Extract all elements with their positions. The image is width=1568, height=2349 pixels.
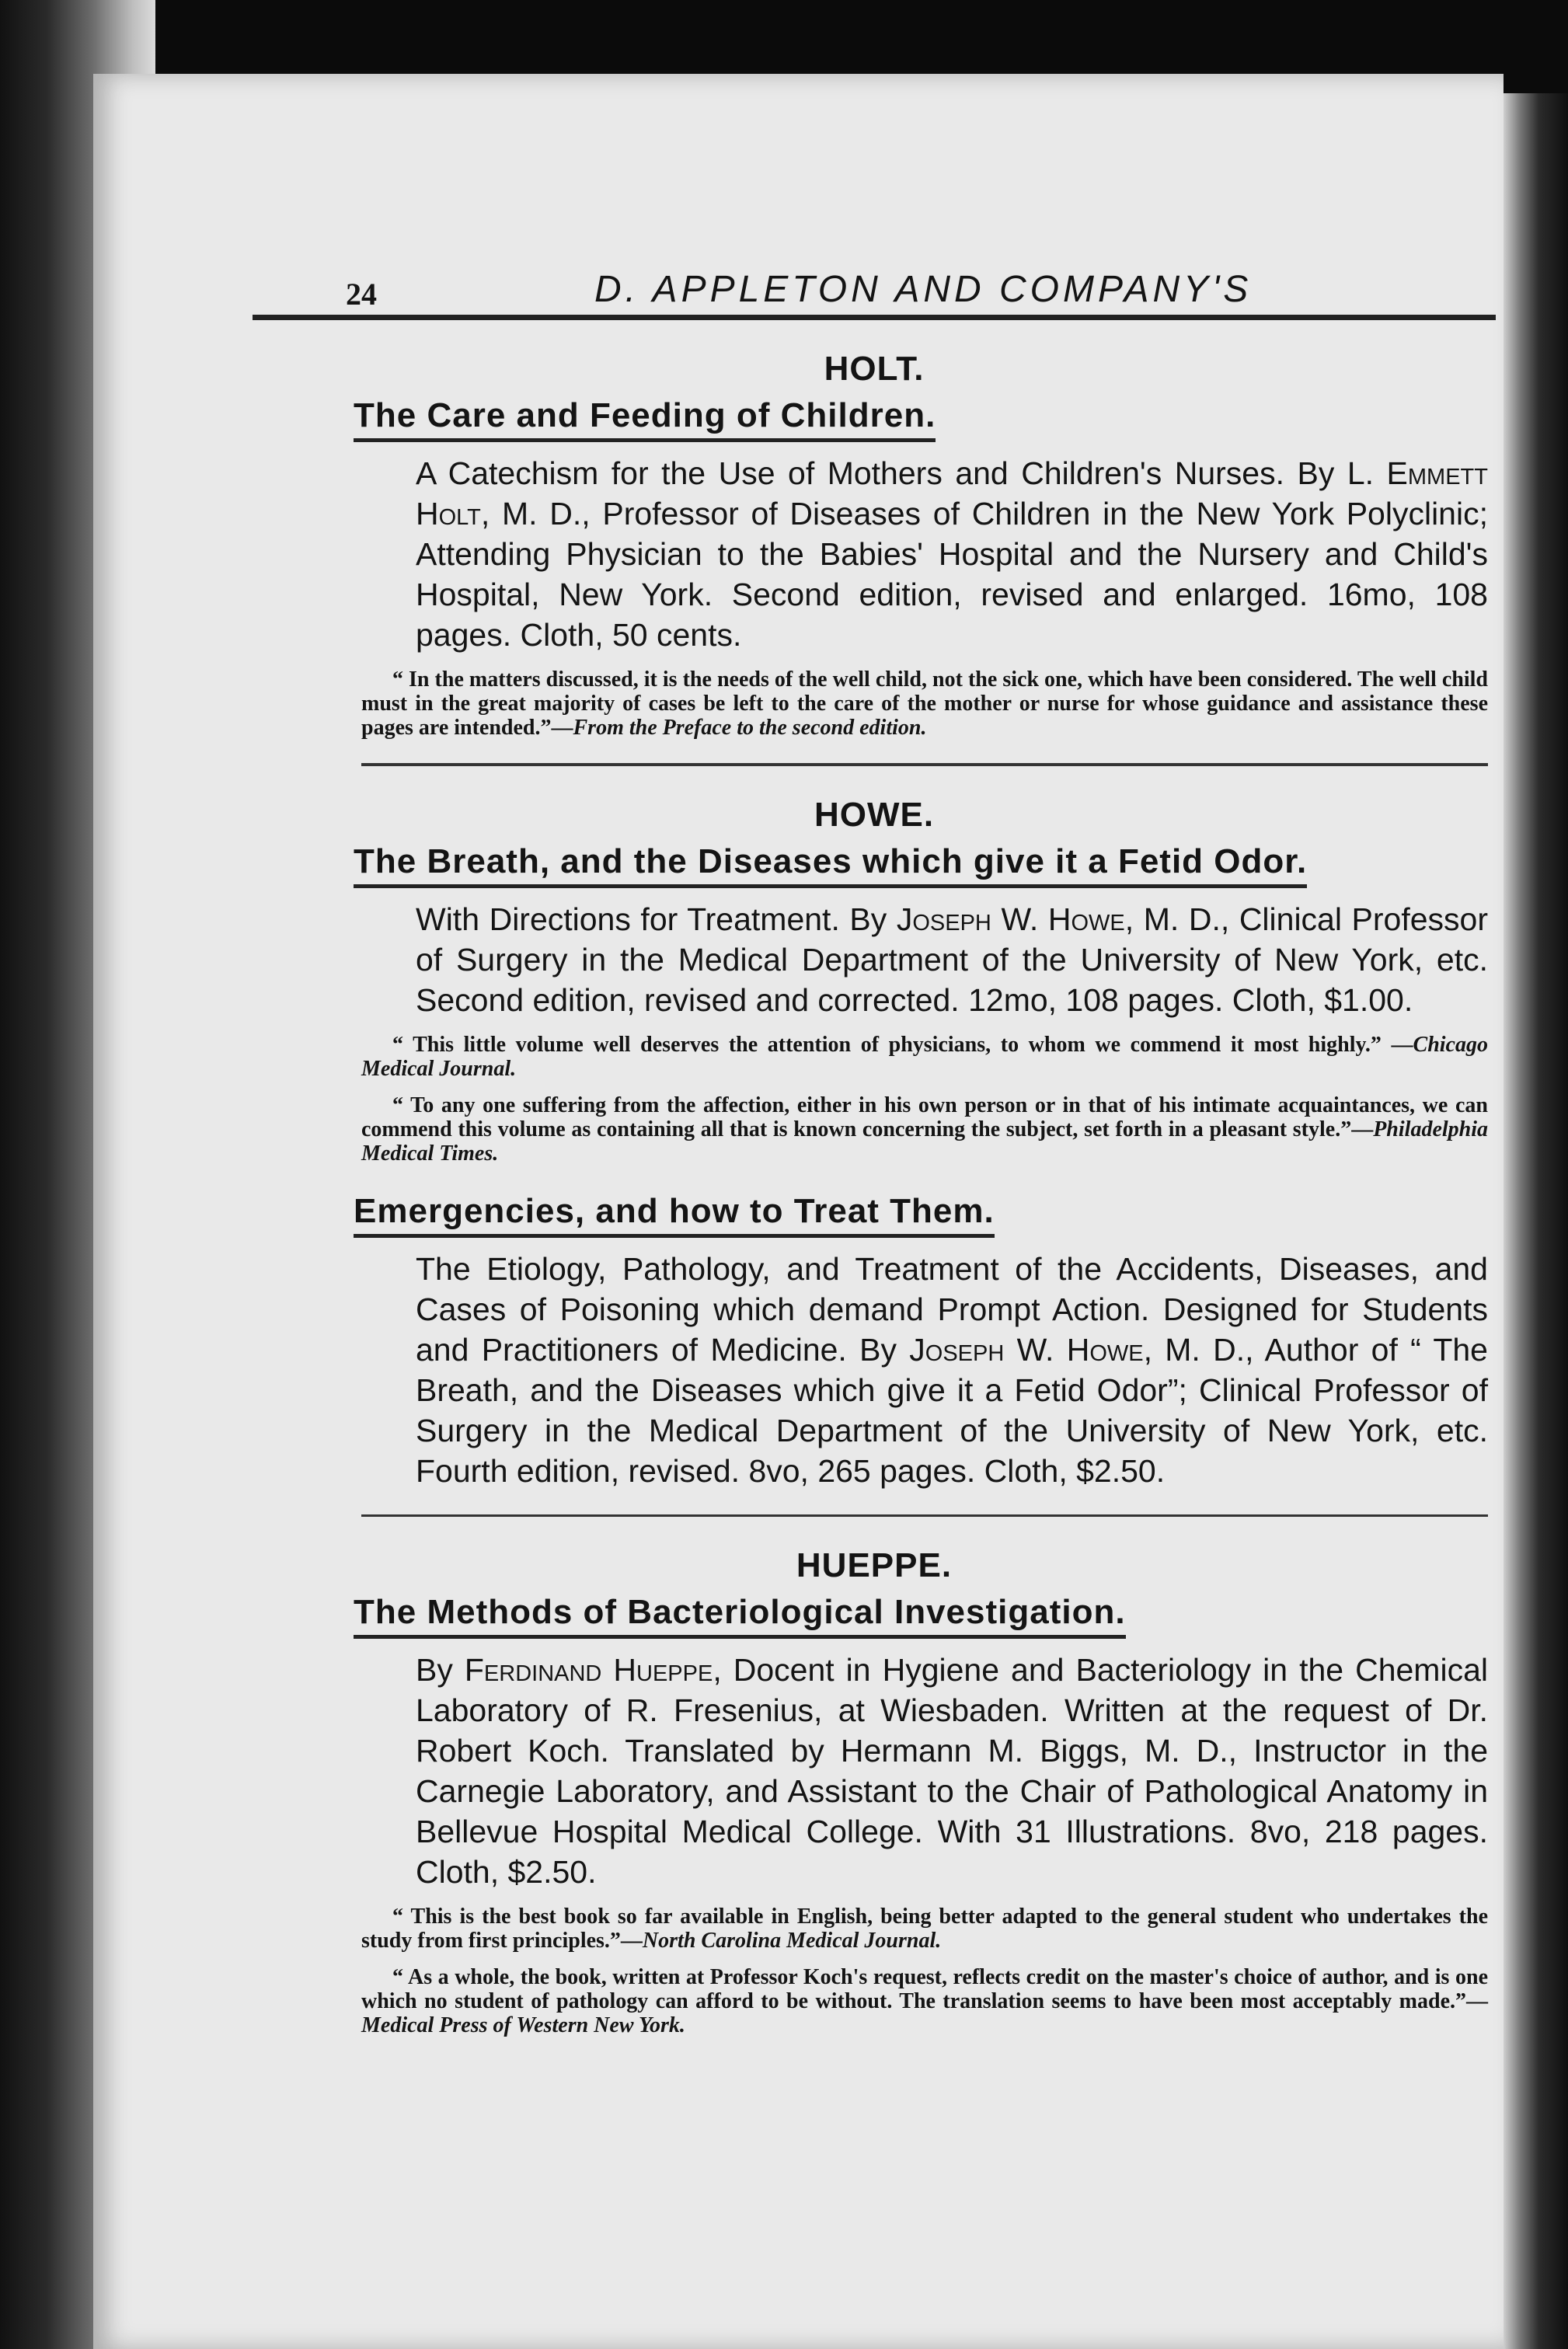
entry-description	[416, 899, 1488, 1020]
catalog-entry	[253, 1192, 1496, 1517]
section-divider	[361, 763, 1488, 766]
entry-description	[416, 453, 1488, 655]
entry-author: HOWE.	[814, 796, 935, 834]
review-quote	[361, 1033, 1488, 1081]
description-lead: By	[416, 1652, 465, 1688]
quote-source: Philadelphia Medical Times.	[361, 1117, 1488, 1166]
description-rest: , Docent in Hygiene and Bacteriology in the Chemical Laboratory of R. Fresenius, at Wiesbaden. Written at the request of Dr. Robert Koch. Translated by Hermann M. Biggs, M. D., Instructor in the Carnegie Laboratory, and Assistant to the Chair of Pathological Anatomy in Bellevue Hospital Medical College. With 31 Illustrations. 8vo, 218 pages. Cloth, $2.50.	[416, 1652, 1488, 1890]
quote-text: “ This is the best book so far available in English, being better adapted to the general student who undertakes the study from first principles.”—	[361, 1905, 1488, 1953]
entry-title: Emergencies, and how to Treat Them.	[354, 1192, 995, 1238]
description-lead: With Directions for Treatment. By	[416, 901, 897, 937]
quote-source: North Carolina Medical Journal.	[642, 1929, 942, 1953]
entry-title: The Breath, and the Diseases which give it a Fetid Odor.	[354, 842, 1307, 888]
description-lead: The Etiology, Pathology, and Treatment of the Accidents, Diseases, and Cases of Poisoning which demand Prompt Action. Designed for Students and Practitioners of Medicine. By	[416, 1251, 1488, 1368]
description-rest: , M. D., Professor of Diseases of Children in the New York Polyclinic; Attending Physician to the Babies' Hospital and the Nursery and Child's Hospital, New York. Second edition, revised and enlarged. 16mo, 108 pages. Cloth, 50 cents.	[416, 496, 1488, 653]
running-title: D. APPLETON AND COMPANY'S	[594, 269, 1253, 310]
description-rest: , M. D., Author of “ The Breath, and the Diseases which give it a Fetid Odor”; Clinical Professor of Surgery in the Medical Department of the University of New York, etc. Fourth edition, revised. 8vo, 265 pages. Cloth, $2.50.	[416, 1332, 1488, 1489]
author-name: Joseph W. Howe	[896, 901, 1125, 937]
quote-text: “ In the matters discussed, it is the needs of the well child, not the sick one, which have been considered. The well child must in the great majority of cases be left to the care of the mother or nurse for whose guidance and assistance these pages are intended.”—	[361, 667, 1488, 740]
description-lead: A Catechism for the Use of Mothers and Children's Nurses. By	[416, 455, 1347, 491]
page-content	[253, 260, 1496, 2037]
entry-title: The Methods of Bacteriological Investigation.	[354, 1593, 1126, 1639]
entry-description	[416, 1249, 1488, 1491]
description-rest: , M. D., Clinical Professor of Surgery in the Medical Department of the University of New York, etc. Second edition, revised and corrected. 12mo, 108 pages. Cloth, $1.00.	[416, 901, 1488, 1018]
catalog-entry	[253, 796, 1496, 1166]
quote-text: “ As a whole, the book, written at Professor Koch's request, reflects credit on the master's choice of author, and is one which no student of pathology can afford to be without. The translation seems to have been most acceptably made.”—	[361, 1965, 1488, 2013]
quote-text: “ To any one suffering from the affection, either in his own person or in that of his intimate acquaintances, we can commend this volume as containing all that is known concerning the subject, set forth in a pleasant style.”—	[361, 1093, 1488, 1141]
catalog-entry	[253, 350, 1496, 766]
entry-description	[416, 1650, 1488, 1892]
quote-source: From the Preface to the second edition.	[573, 716, 927, 740]
author-name: L. Emmett Holt	[416, 455, 1488, 531]
running-head	[253, 260, 1496, 320]
review-quote	[361, 1905, 1488, 1953]
page-number: 24	[346, 277, 377, 312]
entry-author: HUEPPE.	[796, 1546, 953, 1584]
review-quote	[361, 667, 1488, 740]
author-name: Joseph W. Howe	[909, 1332, 1144, 1368]
entry-author: HOLT.	[824, 350, 925, 388]
section-divider	[361, 1514, 1488, 1517]
entry-title: The Care and Feeding of Children.	[354, 396, 936, 442]
review-quote	[361, 1093, 1488, 1166]
author-name: Ferdinand Hueppe	[464, 1652, 713, 1688]
quote-text: “ This little volume well deserves the attention of physicians, to whom we commend it most highly.” —	[392, 1033, 1413, 1057]
quote-source: Medical Press of Western New York.	[361, 2013, 685, 2037]
review-quote	[361, 1965, 1488, 2037]
catalog-entry	[253, 1546, 1496, 2037]
scan-right-edge	[1504, 93, 1568, 2349]
quote-source: Chicago Medical Journal.	[361, 1033, 1488, 1081]
